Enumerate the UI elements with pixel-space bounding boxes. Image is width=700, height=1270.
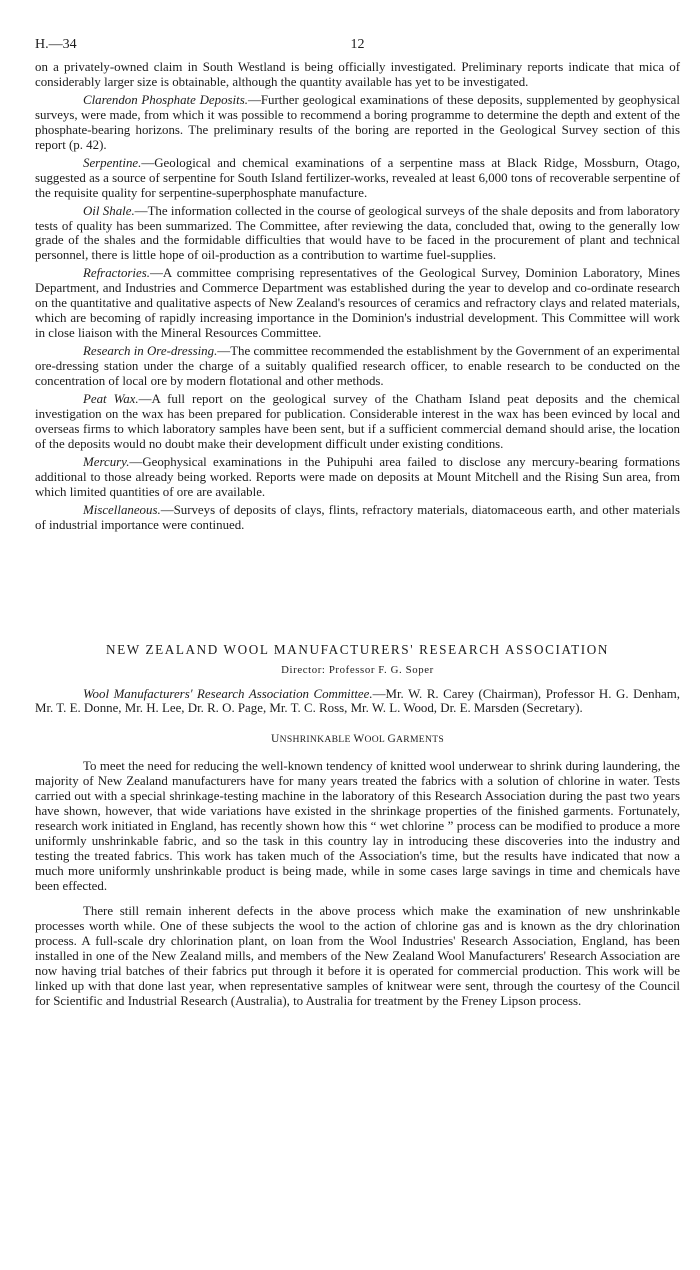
page-header	[35, 38, 680, 60]
paragraph-ore-dressing: Research in Ore-dressing.—The committee recommended the establishment by the Government of an experimental ore-dressing station under the charge of a suitably qualified research officer, to enable research to be conducted on the concentration of local ore by modern flotational and other methods.	[35, 344, 680, 389]
director-line: Director: Professor F. G. Soper	[281, 663, 434, 676]
paragraph-committee: Wool Manufacturers' Research Association Committee.—Mr. W. R. Carey (Chairman), Professor H. G. Denham, Mr. T. E. Donne, Mr. H. Lee, Dr. R. O. Page, Mr. T. C. Ross, Mr. W. L. Wood, Dr. E. Marsden (Secretary).	[35, 686, 680, 716]
heading-serpentine: Serpentine.	[83, 155, 142, 170]
heading-committee: Wool Manufacturers' Research Association Committee.	[83, 686, 373, 701]
heading-clarendon: Clarendon Phosphate Deposits.	[83, 92, 248, 107]
paragraph-peat-wax: Peat Wax.—A full report on the geological survey of the Chatham Island peat deposits and the chemical investigation on the wax has been prepared for publication. Considerable interest in the wax has been evinced by local and overseas firms to which laboratory samples have been sent, but if a sufficient commercial demand should arise, the location of the deposits would no doubt make their development difficult under existing conditions.	[35, 392, 680, 451]
paragraph-clarendon: Clarendon Phosphate Deposits.—Further geological examinations of these deposits, supplemented by geophysical surveys, were made, from which it was possible to recommend a boring programme to determine the depth and extent of the phosphate-bearing horizons. The preliminary results of the boring are reported in the Geological Survey section of this report (p. 42).	[35, 92, 680, 152]
paragraph-wet-chlorine: To meet the need for reducing the well-known tendency of knitted wool underwear to shrink during laundering, the majority of New Zealand manufacturers have for many years treated the fabrics with a solution of chlorine in water. Tests carried out with a special shrinkage-testing machine in the laboratory of this Research Association during the past two years have shown, however, that wide variations have existed in the shrinkage properties of the finished garments. Fortunately, research work initiated in England, has recently shown how this “ wet chlorine ” process can be modified to produce a more uniformly unshrinkable fabric, and so the task in this country lay in introducing these discoveries into the industry and testing the treated fabrics. This work has taken much of the Association's time, but the results have indicated that now a much more uniformly unshrinkable product is being made, while in some cases large savings in time and chemicals have been effected.	[35, 759, 680, 893]
paragraph-miscellaneous: Miscellaneous.—Surveys of deposits of clays, flints, refractory materials, diatomaceous earth, and other materials of industrial importance were continued.	[35, 502, 680, 532]
section-title: NEW ZEALAND WOOL MANUFACTURERS' RESEARCH ASSOCIATION	[105, 641, 610, 657]
heading-peat-wax: Peat Wax.	[83, 392, 139, 407]
heading-miscellaneous: Miscellaneous.	[83, 502, 161, 517]
subheading-unshrinkable-wool-garments: UNSHRINKABLE WOOL GARMENTS	[271, 733, 444, 746]
paragraph-oil-shale: Oil Shale.—The information collected in the course of geological surveys of the shale deposits and from laboratory tests of quality has been summarized. The Committee, after reviewing the data, concluded that, owing to the generally low grade of the shales and the formidable difficulties that would have to be faced in the procurement of plant and technical personnel, there is little hope of oil-production as a contribution to wartime fuel-supplies.	[35, 203, 681, 263]
heading-mercury: Mercury.	[83, 454, 130, 469]
heading-refractories: Refractories.	[83, 266, 150, 281]
paragraph-serpentine: Serpentine.—Geological and chemical examinations of a serpentine mass at Black Ridge, Mossburn, Otago, suggested as a source of serpentine for South Island fertilizer-works, revealed at least 6,000 tons of recoverable serpentine of the requisite quality for serpentine-superphosphate manufacture.	[35, 155, 680, 200]
paragraph-refractories: Refractories.—A committee comprising representatives of the Geological Survey, Dominion Laboratory, Mines Department, and Industries and Commerce Department was established during the year to develop and co-ordinate research on the quantitative and qualitative aspects of New Zealand's resources of ceramics and refractory clays and related materials, which are becoming of rapidly increasing importance in the Dominion's industrial development. This Committee will work in close liaison with the Mineral Resources Committee.	[35, 266, 680, 341]
document-reference: H.—34	[35, 37, 77, 52]
paragraph-dry-chlorination: There still remain inherent defects in the above process which make the examination of new unshrinkable processes worth while. One of these subjects the wool to the action of chlorine gas and is known as the dry chlorination process. A full-scale dry chlorination plant, on loan from the Wool Industries' Research Association, England, has been installed in one of the New Zealand mills, and members of the New Zealand Wool Manufacturers' Research Association are now having trial batches of their fabrics put through it before it is operated for commercial production. This work will be linked up with that done last year, when representative samples of knitwear were sent, through the courtesy of the Council for Scientific and Industrial Research (Australia), to Australia for treatment by the Freney Lipson process.	[35, 903, 680, 1008]
paragraph-mica-continued: on a privately-owned claim in South Westland is being officially investigated. Preliminary reports indicate that mica of considerably larger size is obtainable, although the quantity available has yet to be investigated.	[35, 60, 680, 89]
paragraph-mercury: Mercury.—Geophysical examinations in the Puhipuhi area failed to disclose any mercury-bearing formations additional to those already being worked. Reports were made on deposits at Mount Mitchell and the Rising Sun area, from which limited quantities of ore are available.	[35, 454, 680, 499]
page-number: 12	[350, 37, 365, 52]
heading-ore-dressing: Research in Ore-dressing.	[83, 344, 218, 359]
heading-oil-shale: Oil Shale.	[83, 203, 135, 218]
